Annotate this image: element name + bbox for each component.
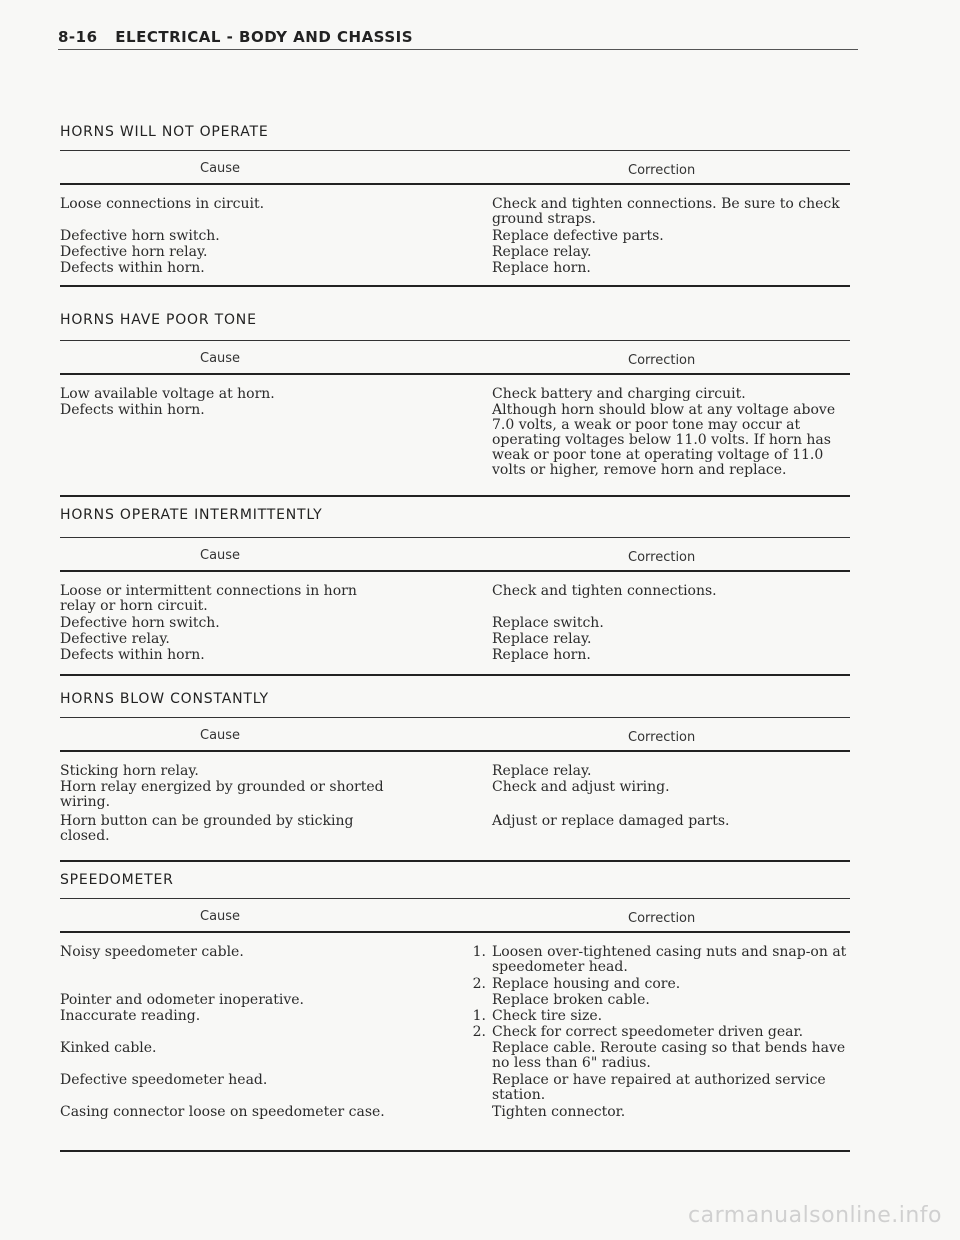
cause-text: Defective horn switch. [60, 228, 220, 244]
step-number: 2. [472, 1024, 486, 1040]
cause-text: Defects within horn. [60, 402, 205, 418]
section-title: SPEEDOMETER [60, 872, 174, 888]
correction-text: Check for correct speedometer driven gear. [492, 1024, 804, 1040]
rule [60, 860, 850, 862]
section-speedometer [60, 870, 850, 1153]
cause-text: Pointer and odometer inoperative. [60, 992, 304, 1008]
column-header [60, 151, 850, 183]
correction-text: Replace relay. [492, 244, 592, 260]
step-number: 1. [472, 1008, 486, 1024]
section-horns-will-not-operate [60, 122, 850, 287]
section-title: HORNS BLOW CONSTANTLY [60, 691, 269, 707]
rows [60, 375, 850, 495]
cause-text: Loose connections in circuit. [60, 196, 265, 212]
cause-text: Defective horn switch. [60, 615, 220, 631]
correction-text: Loosen over-tightened casing nuts and snap-on at speedometer head. [492, 944, 847, 975]
column-header [60, 718, 850, 750]
cause-column-label: Cause [200, 351, 241, 366]
page-title: ELECTRICAL - BODY AND CHASSIS [115, 28, 414, 46]
cause-text: Loose or intermittent connections in horn relay or horn circuit. [60, 583, 357, 614]
rule [60, 495, 850, 497]
section-title: HORNS OPERATE INTERMITTENTLY [60, 507, 323, 523]
correction-text: Replace housing and core. [492, 976, 681, 992]
cause-text: Noisy speedometer cable. [60, 944, 244, 960]
page-header [58, 28, 858, 46]
correction-text: Replace horn. [492, 260, 591, 276]
cause-text: Sticking horn relay. [60, 763, 199, 779]
correction-text: Check tire size. [492, 1008, 603, 1024]
correction-text: Replace or have repaired at authorized service station. [492, 1072, 826, 1103]
correction-text: Replace broken cable. [492, 992, 650, 1008]
section-title: HORNS WILL NOT OPERATE [60, 124, 269, 140]
cause-column-label: Cause [200, 161, 241, 176]
correction-text: Replace cable. Reroute casing so that bends have no less than 6" radius. [492, 1040, 846, 1071]
correction-text: Check and adjust wiring. [492, 779, 670, 795]
column-header [60, 341, 850, 373]
bottom-rule [60, 1150, 850, 1152]
correction-column-label: Correction [628, 911, 696, 926]
correction-column-label: Correction [628, 730, 696, 745]
header-rule [58, 49, 858, 50]
correction-column-label: Correction [628, 353, 696, 368]
correction-text: Although horn should blow at any voltage above 7.0 volts, a weak or poor tone may occur at operating voltages below 11.0 volts. If horn has weak or poor tone at operating voltage of 11.0 volts or higher, remove horn and replace. [492, 402, 836, 478]
cause-text: Low available voltage at horn. [60, 386, 275, 402]
cause-text: Kinked cable. [60, 1040, 157, 1056]
page-number: 8-16 [58, 28, 98, 46]
correction-text: Check and tighten connections. [492, 583, 717, 599]
correction-text: Replace relay. [492, 763, 592, 779]
correction-text: Adjust or replace damaged parts. [492, 813, 730, 829]
section-title: HORNS HAVE POOR TONE [60, 312, 257, 328]
cause-text: Defective horn relay. [60, 244, 208, 260]
cause-column-label: Cause [200, 548, 241, 563]
correction-text: Replace relay. [492, 631, 592, 647]
section-horns-operate-intermittently [60, 505, 850, 676]
cause-text: Defects within horn. [60, 260, 205, 276]
correction-text: Replace defective parts. [492, 228, 664, 244]
correction-column-label: Correction [628, 550, 696, 565]
cause-text: Horn relay energized by grounded or shorted wiring. [60, 779, 384, 810]
correction-text: Check battery and charging circuit. [492, 386, 746, 402]
correction-text: Tighten connector. [492, 1104, 626, 1120]
rule [60, 674, 850, 676]
section-horns-blow-constantly [60, 689, 850, 862]
section-horns-have-poor-tone [60, 310, 850, 497]
correction-text: Replace horn. [492, 647, 591, 663]
cause-column-label: Cause [200, 728, 241, 743]
cause-text: Defects within horn. [60, 647, 205, 663]
cause-column-label: Cause [200, 909, 241, 924]
cause-text: Casing connector loose on speedometer case. [60, 1104, 385, 1120]
rows [60, 933, 850, 1153]
cause-text: Defective speedometer head. [60, 1072, 268, 1088]
watermark: carmanualsonline.info [688, 1203, 942, 1228]
rule [60, 285, 850, 287]
correction-column-label: Correction [628, 163, 696, 178]
correction-text: Replace switch. [492, 615, 604, 631]
column-header [60, 899, 850, 931]
step-number: 1. [472, 944, 486, 960]
cause-text: Defective relay. [60, 631, 170, 647]
rows [60, 572, 850, 674]
correction-text: Check and tighten connections. Be sure to check ground straps. [492, 196, 840, 227]
cause-text: Horn button can be grounded by sticking closed. [60, 813, 354, 844]
column-header [60, 538, 850, 570]
rows [60, 752, 850, 860]
cause-text: Inaccurate reading. [60, 1008, 201, 1024]
step-number: 2. [472, 976, 486, 992]
rows [60, 185, 850, 285]
